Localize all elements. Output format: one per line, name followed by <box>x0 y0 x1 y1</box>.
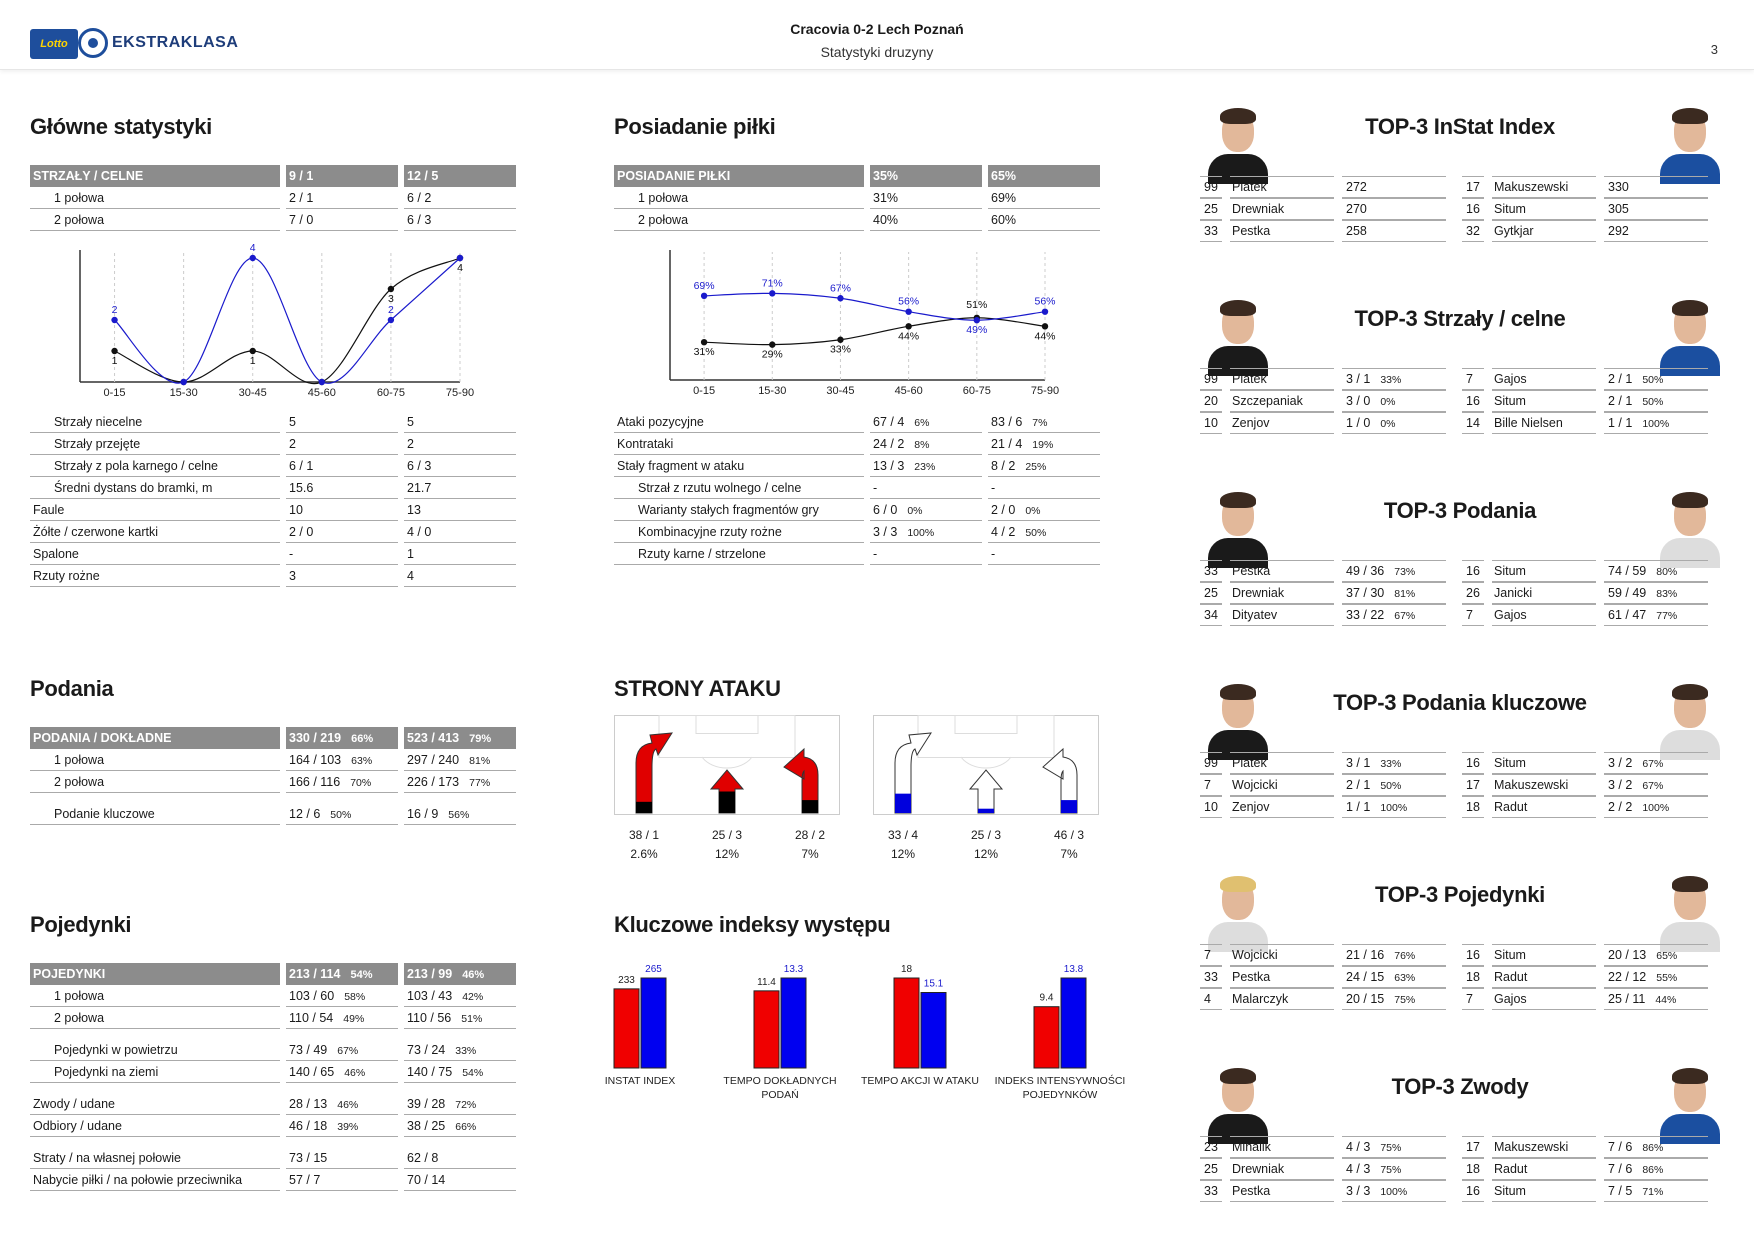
data-point <box>701 293 707 299</box>
table-row: 17 Makuszewski 3 / 2 67% <box>1462 774 1708 796</box>
player-photo-left <box>1208 682 1268 756</box>
table-header-row: POJEDYNKI 213 / 114 54% 213 / 99 46% <box>30 963 516 985</box>
series-line <box>704 293 1045 320</box>
data-label: 33% <box>829 343 851 356</box>
table-row: Pojedynki w powietrzu 73 / 49 67% 73 / 24 33% <box>30 1039 516 1061</box>
player-photo-left <box>1208 874 1268 948</box>
data-point <box>837 337 843 343</box>
table-row: Zwody / udane 28 / 13 46% 39 / 28 72% <box>30 1093 516 1115</box>
attack-sides-title: STRONY ATAKU <box>614 676 781 701</box>
data-label: 2 <box>387 304 394 316</box>
table-row: Strzał z rzutu wolnego / celne - - <box>614 477 1100 499</box>
x-tick-label: 30-45 <box>238 387 267 399</box>
data-point <box>180 379 186 385</box>
category-label: TEMPO DOKŁADNYCH <box>723 1075 837 1087</box>
attack-sides-team2-field <box>873 715 1099 815</box>
top3-left-table <box>1192 1136 1454 1202</box>
category-label: INDEKS INTENSYWNOŚCI <box>994 1075 1126 1087</box>
data-point <box>111 348 117 354</box>
table-row: Straty / na własnej połowie 73 / 15 62 / 8 <box>30 1147 516 1169</box>
x-tick-label: 15-30 <box>169 387 198 399</box>
page-number: 3 <box>1710 42 1718 57</box>
main-stats-title: Główne statystyki <box>30 114 212 139</box>
category-label: INSTAT INDEX <box>604 1075 676 1087</box>
table-row: 17 Makuszewski 330 <box>1462 176 1708 198</box>
attack-team1-percent: 7% <box>801 847 819 861</box>
table-row: 33 Pestka 258 <box>1200 220 1446 242</box>
table-row: 7 Gajos 25 / 11 44% <box>1462 988 1708 1010</box>
data-label: 44% <box>1034 330 1056 343</box>
table-row: Faule 10 13 <box>30 499 516 521</box>
table-row: Strzały przejęte 2 2 <box>30 433 516 455</box>
table-row: 33 Pestka 24 / 15 63% <box>1200 966 1446 988</box>
table-row: 1 połowa 103 / 60 58% 103 / 43 42% <box>30 985 516 1007</box>
table-header-row: POSIADANIE PIŁKI 35% 65% <box>614 165 1100 187</box>
arrow-fill <box>636 802 652 813</box>
bar-value-label: 11.4 <box>757 976 776 988</box>
top3-left-table <box>1192 176 1454 242</box>
data-point <box>457 255 463 261</box>
ekstraklasa-ball-icon <box>78 28 108 58</box>
data-label: 71% <box>761 277 783 290</box>
table-row: 7 Wojcicki 21 / 16 76% <box>1200 944 1446 966</box>
category-label: PODAŃ <box>761 1089 799 1101</box>
table-row: 7 Wojcicki 2 / 1 50% <box>1200 774 1446 796</box>
shots-line-chart <box>60 242 480 405</box>
table-row: 33 Pestka 49 / 36 73% <box>1200 560 1446 582</box>
top3-title: TOP-3 Strzały / celne <box>1354 306 1566 331</box>
key-indexes-bar-chart <box>600 950 1126 1110</box>
table-row: 16 Situm 74 / 59 80% <box>1462 560 1708 582</box>
possession-attack-table <box>608 411 1106 565</box>
duels-title: Pojedynki <box>30 912 132 937</box>
table-row: 14 Bille Nielsen 1 / 1 100% <box>1462 412 1708 434</box>
bar-team1 <box>754 991 779 1068</box>
top3-right-table <box>1454 368 1716 434</box>
bar-value-label: 13.3 <box>783 964 804 975</box>
top3-right-table <box>1454 944 1716 1010</box>
bar-value-label: 233 <box>618 974 635 986</box>
attack-sides-team1-field <box>614 715 840 815</box>
data-label: 2 <box>111 304 118 316</box>
table-row: Ataki pozycyjne 67 / 4 6% 83 / 6 7% <box>614 411 1100 433</box>
data-label: 44% <box>898 330 920 343</box>
top3-right-table <box>1454 560 1716 626</box>
match-title: Cracovia 0-2 Lech Poznań <box>790 21 964 37</box>
arrow-fill <box>719 792 735 814</box>
x-tick-label: 30-45 <box>826 385 855 397</box>
data-point <box>905 323 911 329</box>
data-label: 49% <box>966 324 988 337</box>
main-stats-table <box>24 165 522 231</box>
player-photo-left <box>1208 298 1268 372</box>
lotto-logo: Lotto <box>30 29 78 59</box>
table-row: 99 Piatek 3 / 1 33% <box>1200 752 1446 774</box>
bar-team2 <box>921 993 946 1069</box>
data-label: 51% <box>966 298 988 311</box>
data-point <box>1042 323 1048 329</box>
table-row: 18 Radut 7 / 6 86% <box>1462 1158 1708 1180</box>
table-row: 16 Situm 7 / 5 71% <box>1462 1180 1708 1202</box>
table-row: Kombinacyjne rzuty rożne 3 / 3 100% 4 / 2 50% <box>614 521 1100 543</box>
table-row: Strzały z pola karnego / celne 6 / 1 6 / 3 <box>30 455 516 477</box>
data-label: 56% <box>1034 295 1056 308</box>
attack-team2-percent: 12% <box>890 847 916 861</box>
data-point <box>905 308 911 314</box>
table-row: Spalone - 1 <box>30 543 516 565</box>
table-row: 18 Radut 2 / 2 100% <box>1462 796 1708 818</box>
bar-value-label: 18 <box>900 964 913 975</box>
table-row: 25 Drewniak 37 / 30 81% <box>1200 582 1446 604</box>
top3-title: TOP-3 Zwody <box>1391 1074 1529 1099</box>
attack-team2-percent: 12% <box>973 847 999 861</box>
table-row: 7 Gajos 2 / 1 50% <box>1462 368 1708 390</box>
table-row: Odbiory / udane 46 / 18 39% 38 / 25 66% <box>30 1115 516 1137</box>
table-row: 18 Radut 22 / 12 55% <box>1462 966 1708 988</box>
table-row: 2 połowa 40% 60% <box>614 209 1100 231</box>
table-row: 25 Drewniak 270 <box>1200 198 1446 220</box>
table-row: 26 Janicki 59 / 49 83% <box>1462 582 1708 604</box>
x-tick-label: 75-90 <box>445 387 475 399</box>
bar-team2 <box>781 978 806 1068</box>
x-tick-label: 75-90 <box>1030 385 1060 397</box>
page-header <box>0 0 1754 70</box>
arrow-fill <box>802 800 818 813</box>
table-row: Nabycie piłki / na połowie przeciwnika 57 / 7 70 / 14 <box>30 1169 516 1191</box>
data-point <box>250 255 256 261</box>
main-stats-table-2 <box>24 411 522 587</box>
player-photo-right <box>1660 682 1720 756</box>
table-row: 1 połowa 164 / 103 63% 297 / 240 81% <box>30 749 516 771</box>
player-photo-right <box>1660 1066 1720 1140</box>
data-label: 4 <box>249 242 256 254</box>
data-point <box>388 317 394 323</box>
category-label: POJEDYNKÓW <box>1022 1089 1098 1101</box>
attack-team1-value: 28 / 2 <box>794 828 826 842</box>
table-row: 1 połowa 2 / 1 6 / 2 <box>30 187 516 209</box>
top3-left-table <box>1192 752 1454 818</box>
attack-team2-value: 33 / 4 <box>887 828 919 842</box>
player-photo-left <box>1208 106 1268 180</box>
data-label: 1 <box>111 355 118 367</box>
data-label: 31% <box>693 346 715 359</box>
table-row: Pojedynki na ziemi 140 / 65 46% 140 / 75 54% <box>30 1061 516 1083</box>
possession-line-chart <box>650 248 1070 403</box>
table-row: 7 Gajos 61 / 47 77% <box>1462 604 1708 626</box>
top3-right-table <box>1454 752 1716 818</box>
data-point <box>974 317 980 323</box>
attack-team1-percent: 2.6% <box>630 847 658 861</box>
data-point <box>701 339 707 345</box>
top3-right-table <box>1454 176 1716 242</box>
table-row: Warianty stałych fragmentów gry 6 / 0 0% 2 / 0 0% <box>614 499 1100 521</box>
top3-title: TOP-3 Podania <box>1383 498 1537 523</box>
duels-table <box>24 963 522 1191</box>
table-header-row: PODANIA / DOKŁADNE 330 / 219 66% 523 / 413 79% <box>30 727 516 749</box>
bar-team1 <box>1034 1007 1059 1068</box>
table-row: 4 Malarczyk 20 / 15 75% <box>1200 988 1446 1010</box>
table-row: 2 połowa 110 / 54 49% 110 / 56 51% <box>30 1007 516 1029</box>
attack-team1-value: 25 / 3 <box>711 828 743 842</box>
player-photo-right <box>1660 490 1720 564</box>
top3-title: TOP-3 InStat Index <box>1365 114 1555 139</box>
data-point <box>1042 308 1048 314</box>
page-subtitle: Statystyki druzyny <box>820 44 934 60</box>
player-photo-right <box>1660 106 1720 180</box>
top3-right-table <box>1454 1136 1716 1202</box>
table-row: Rzuty karne / strzelone - - <box>614 543 1100 565</box>
table-row: 10 Zenjov 1 / 1 100% <box>1200 796 1446 818</box>
table-row: 16 Situm 305 <box>1462 198 1708 220</box>
data-point <box>769 341 775 347</box>
table-row: Żółte / czerwone kartki 2 / 0 4 / 0 <box>30 521 516 543</box>
table-row: Strzały niecelne 5 5 <box>30 411 516 433</box>
data-label: 56% <box>898 295 920 308</box>
possession-title: Posiadanie piłki <box>614 114 776 139</box>
table-row: 99 Piatek 272 <box>1200 176 1446 198</box>
brand-name: EKSTRAKLASA <box>112 34 239 51</box>
table-row: 34 Dityatev 33 / 22 67% <box>1200 604 1446 626</box>
bar-team1 <box>614 989 639 1068</box>
attack-team1-percent: 12% <box>714 847 740 861</box>
series-line <box>704 318 1045 345</box>
table-row: 2 połowa 7 / 0 6 / 3 <box>30 209 516 231</box>
attack-team2-value: 25 / 3 <box>970 828 1002 842</box>
category-label: TEMPO AKCJI W ATAKU <box>860 1075 980 1087</box>
bar-value-label: 9.4 <box>1039 992 1054 1004</box>
table-header-row: STRZAŁY / CELNE 9 / 1 12 / 5 <box>30 165 516 187</box>
bar-team1 <box>894 978 919 1068</box>
x-tick-label: 45-60 <box>894 385 923 397</box>
table-row: 33 Pestka 3 / 3 100% <box>1200 1180 1446 1202</box>
bar-team2 <box>1061 978 1086 1068</box>
data-point <box>837 295 843 301</box>
table-row: 2 połowa 166 / 116 70% 226 / 173 77% <box>30 771 516 793</box>
data-label: 3 <box>387 293 394 305</box>
top3-left-table <box>1192 368 1454 434</box>
attack-team2-value: 46 / 3 <box>1053 828 1085 842</box>
table-row: 10 Zenjov 1 / 0 0% <box>1200 412 1446 434</box>
table-row: 32 Gytkjar 292 <box>1462 220 1708 242</box>
top3-title: TOP-3 Podania kluczowe <box>1333 690 1587 715</box>
top3-title: TOP-3 Pojedynki <box>1375 882 1545 907</box>
x-tick-label: 60-75 <box>962 385 991 397</box>
table-row: 16 Situm 20 / 13 65% <box>1462 944 1708 966</box>
passes-table <box>24 727 522 825</box>
table-row: 16 Situm 2 / 1 50% <box>1462 390 1708 412</box>
table-row: Kontrataki 24 / 2 8% 21 / 4 19% <box>614 433 1100 455</box>
data-point <box>388 286 394 292</box>
bar-value-label: 265 <box>645 964 662 975</box>
passes-title: Podania <box>30 676 114 701</box>
table-row: Średni dystans do bramki, m 15.6 21.7 <box>30 477 516 499</box>
player-photo-right <box>1660 298 1720 372</box>
possession-table <box>608 165 1106 231</box>
table-row: 1 połowa 31% 69% <box>614 187 1100 209</box>
table-row: Podanie kluczowe 12 / 6 50% 16 / 9 56% <box>30 803 516 825</box>
x-tick-label: 60-75 <box>376 387 405 399</box>
x-tick-label: 0-15 <box>693 385 716 397</box>
table-row: 20 Szczepaniak 3 / 0 0% <box>1200 390 1446 412</box>
bar-value-label: 13.8 <box>1063 964 1084 975</box>
attack-team2-percent: 7% <box>1060 847 1078 861</box>
x-tick-label: 15-30 <box>758 385 787 397</box>
table-row: 16 Situm 3 / 2 67% <box>1462 752 1708 774</box>
data-label: 29% <box>761 348 783 361</box>
data-label: 69% <box>693 279 715 292</box>
table-row: 25 Drewniak 4 / 3 75% <box>1200 1158 1446 1180</box>
player-photo-right <box>1660 874 1720 948</box>
data-label: 67% <box>829 282 851 295</box>
arrow-fill <box>1061 800 1077 813</box>
top3-left-table <box>1192 944 1454 1010</box>
arrow-fill <box>895 794 911 813</box>
x-tick-label: 0-15 <box>103 387 126 399</box>
arrow-fill <box>978 809 994 813</box>
table-row: Stały fragment w ataku 13 / 3 23% 8 / 2 25% <box>614 455 1100 477</box>
table-row: 23 Mihalik 4 / 3 75% <box>1200 1136 1446 1158</box>
data-point <box>769 290 775 296</box>
table-row: 99 Piatek 3 / 1 33% <box>1200 368 1446 390</box>
player-photo-left <box>1208 1066 1268 1140</box>
data-point <box>250 348 256 354</box>
data-point <box>319 379 325 385</box>
key-indexes-title: Kluczowe indeksy występu <box>614 912 891 937</box>
table-row: 17 Makuszewski 7 / 6 86% <box>1462 1136 1708 1158</box>
top3-left-table <box>1192 560 1454 626</box>
data-label: 1 <box>249 355 256 367</box>
data-label: 4 <box>457 262 463 274</box>
attack-team1-value: 38 / 1 <box>628 828 660 842</box>
x-tick-label: 45-60 <box>307 387 336 399</box>
player-photo-left <box>1208 490 1268 564</box>
bar-value-label: 15.1 <box>923 978 944 990</box>
table-row: Rzuty rożne 3 4 <box>30 565 516 587</box>
data-point <box>111 317 117 323</box>
series-line <box>115 258 460 384</box>
bar-team2 <box>641 978 666 1068</box>
